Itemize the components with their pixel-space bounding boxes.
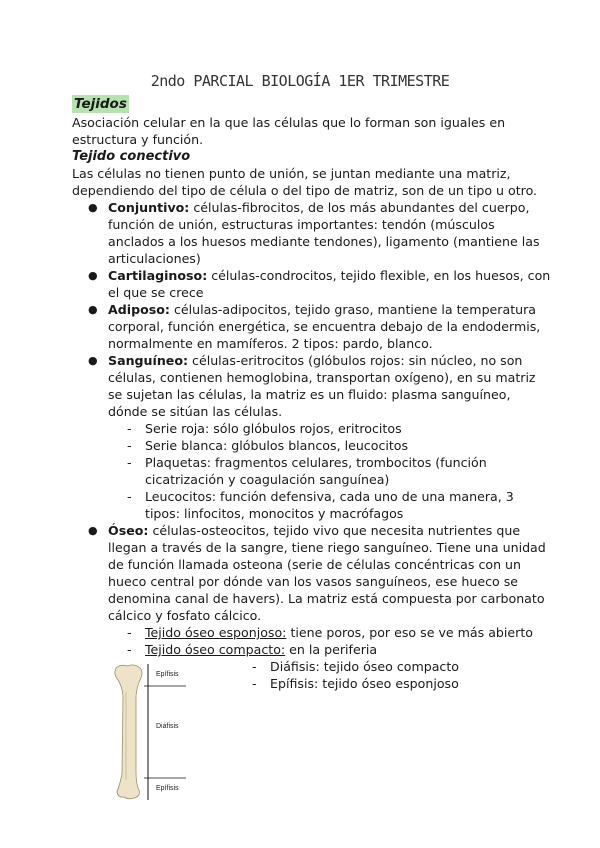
section-intro-line: Asociación celular en la que las células que lo forman son iguales en	[72, 115, 506, 130]
subsection-intro-line: dependiendo del tipo de célula o del tipo de matriz, son de un tipo u otro.	[72, 183, 538, 198]
bullet-line: corporal, función energética, se encuentra debajo de la endodermis,	[108, 319, 541, 334]
bone-list-item: Epífisis: tejido óseo esponjoso	[270, 676, 459, 691]
sub-item: Serie blanca: glóbulos blancos, leucocitos	[145, 438, 409, 453]
bone-list-item: Diáfisis: tejido óseo compacto	[270, 659, 459, 674]
dash-icon: -	[127, 438, 132, 453]
dash-icon: -	[127, 455, 132, 470]
bullet-line: llegan a través de la sangre, tiene riego sanguíneo. Tiene una unidad	[108, 540, 546, 555]
bullet-line: denomina canal de havers). La matriz está compuesta por carbonato	[108, 591, 545, 606]
bullet-line: dónde se sitúan las células.	[108, 404, 283, 419]
sub-item: Serie roja: sólo glóbulos rojos, eritrocitos	[145, 421, 402, 436]
section-heading: Tejidos	[74, 96, 127, 112]
bullet-sanguineo: Sanguíneo: células-eritrocitos (glóbulos rojos: sin núcleo, no son	[108, 353, 523, 368]
bullet-line: el que se crece	[108, 285, 204, 300]
bullet-line: función de unión, estructuras importantes: tendón (músculos	[108, 217, 495, 232]
bullet-conjuntivo: Conjuntivo: células-fibrocitos, de los más abundantes del cuerpo,	[108, 200, 530, 215]
bullet-line: normalmente en mamíferos. 2 tipos: pardo, blanco.	[108, 336, 433, 351]
figure-label-epifisis-bottom: Epífisis	[156, 785, 179, 792]
bullet-icon: ●	[88, 303, 98, 316]
bullet-oseo: Óseo: células-osteocitos, tejido vivo que necesita nutrientes que	[108, 523, 521, 538]
bullet-icon: ●	[88, 354, 98, 367]
bullet-icon: ●	[88, 524, 98, 537]
bullet-cartilaginoso: Cartilaginoso: células-condrocitos, tejido flexible, en los huesos, con	[108, 268, 551, 283]
bullet-line: cálcico y fosfato cálcico.	[108, 608, 262, 623]
dash-icon: -	[252, 676, 257, 691]
sub-item-line: cicatrización y coagulación sanguínea)	[145, 472, 390, 487]
subsection-intro-line: Las células no tienen punto de unión, se juntan mediante una matriz,	[72, 166, 511, 181]
figure-label-epifisis-top: Epífisis	[156, 671, 179, 678]
dash-icon: -	[127, 421, 132, 436]
sub-item-compacto: Tejido óseo compacto: en la periferia	[145, 642, 378, 657]
dash-icon: -	[127, 625, 132, 640]
bullet-icon: ●	[88, 201, 98, 214]
bullet-line: anclados a los huesos mediante tendones), ligamento (mantiene las	[108, 234, 540, 249]
dash-icon: -	[127, 489, 132, 504]
bone-shape	[115, 665, 142, 799]
bullet-line: de función llamada osteona (serie de células concéntricas con un	[108, 557, 522, 572]
sub-item-line: tipos: linfocitos, monocitos y macrófagos	[145, 506, 404, 521]
bullet-icon: ●	[88, 269, 98, 282]
sub-item: Leucocitos: función defensiva, cada uno de una manera, 3	[145, 489, 514, 504]
bullet-line: articulaciones)	[108, 251, 201, 266]
bullet-adiposo: Adiposo: células-adipocitos, tejido graso, mantiene la temperatura	[108, 302, 537, 317]
long-bone-figure	[108, 662, 218, 802]
subsection-heading: Tejido conectivo	[72, 149, 191, 164]
bullet-line: hueco central por dónde van los vasos sanguíneos, ese hueco se	[108, 574, 519, 589]
section-intro-line: estructura y función.	[72, 132, 204, 147]
bullet-line: se sujetan las células, la matriz es un fluido: plasma sanguíneo,	[108, 387, 511, 402]
bullet-line: células, contienen hemoglobina, transportan oxígeno), en su matriz	[108, 370, 536, 385]
page-title: 2ndo PARCIAL BIOLOGÍA 1ER TRIMESTRE	[150, 72, 450, 90]
dash-icon: -	[252, 659, 257, 674]
figure-label-diafisis: Diáfisis	[156, 723, 179, 730]
dash-icon: -	[127, 642, 132, 657]
sub-item-esponjoso: Tejido óseo esponjoso: tiene poros, por eso se ve más abierto	[145, 625, 533, 640]
sub-item: Plaquetas: fragmentos celulares, trombocitos (función	[145, 455, 487, 470]
